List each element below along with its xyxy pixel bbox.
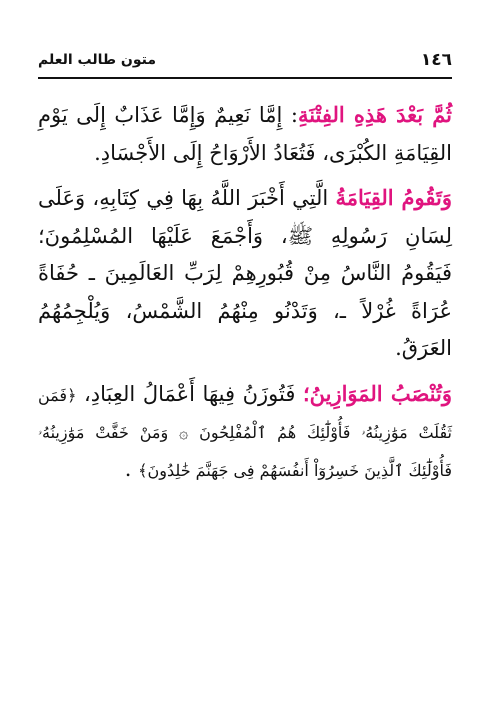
page-header <box>38 46 452 74</box>
highlight-phrase: وَتُنْصَبُ المَوَازِينُ؛ <box>302 380 452 406</box>
book-title: متون طالب العلم <box>38 52 157 68</box>
highlight-phrase: ثُمَّ بَعْدَ هَذِهِ الفِتْنَةِ <box>297 102 453 127</box>
paragraph-scales <box>38 375 452 489</box>
quran-verse: ﴿فَمَن ثَقُلَتْ مَوَٰزِينُهُۥ فَأُوْلَٰٓئِكَ هُمُ ٱلْمُفْلِحُونَ ۞ وَمَنْ خَفَّتْ مَوَٰزِينُهُۥ فَأُوْلَٰٓئِكَ ٱلَّذِينَ خَسِرُوٓاْ أَنفُسَهُمْ فِى جَهَنَّمَ خَٰلِدُونَ﴾ <box>38 385 452 480</box>
paragraph-grave-bliss <box>38 96 452 172</box>
highlight-phrase: وَتَقُومُ القِيَامَةُ <box>335 185 452 210</box>
paragraph-ending: . <box>124 456 139 481</box>
paragraph-text: الَّتِي أَخْبَرَ اللَّهُ بِهَا فِي كِتَابِهِ، وَعَلَى لِسَانِ رَسُولِهِ ﷺ، وَأَجْمَعَ عَلَيْهَا المُسْلِمُونَ؛ فَيَقُومُ النَّاسُ مِنْ قُبُورِهِمْ لِرَبِّ العَالَمِينَ ـ حُفَاةً عُرَاةً غُرْلاً ـ، وَتَدْنُو مِنْهُمُ الشَّمْسُ، وَيُلْجِمُهُمُ العَرَقُ. <box>38 186 452 360</box>
page-number: ١٤٦ <box>420 50 452 70</box>
page-body <box>38 96 452 495</box>
paragraph-day-of-resurrection <box>38 179 452 368</box>
paragraph-text: : إِمَّا نَعِيمٌ وَإِمَّا عَذَابٌ إِلَى يَوْمِ القِيَامَةِ الكُبْرَى، فَتُعَادُ الأَرْوَاحُ إِلَى الأَجْسَادِ. <box>38 103 452 165</box>
paragraph-text: فَتُوزَنُ فِيهَا أَعْمَالُ العِبَادِ، <box>76 381 303 406</box>
header-divider <box>38 77 452 79</box>
